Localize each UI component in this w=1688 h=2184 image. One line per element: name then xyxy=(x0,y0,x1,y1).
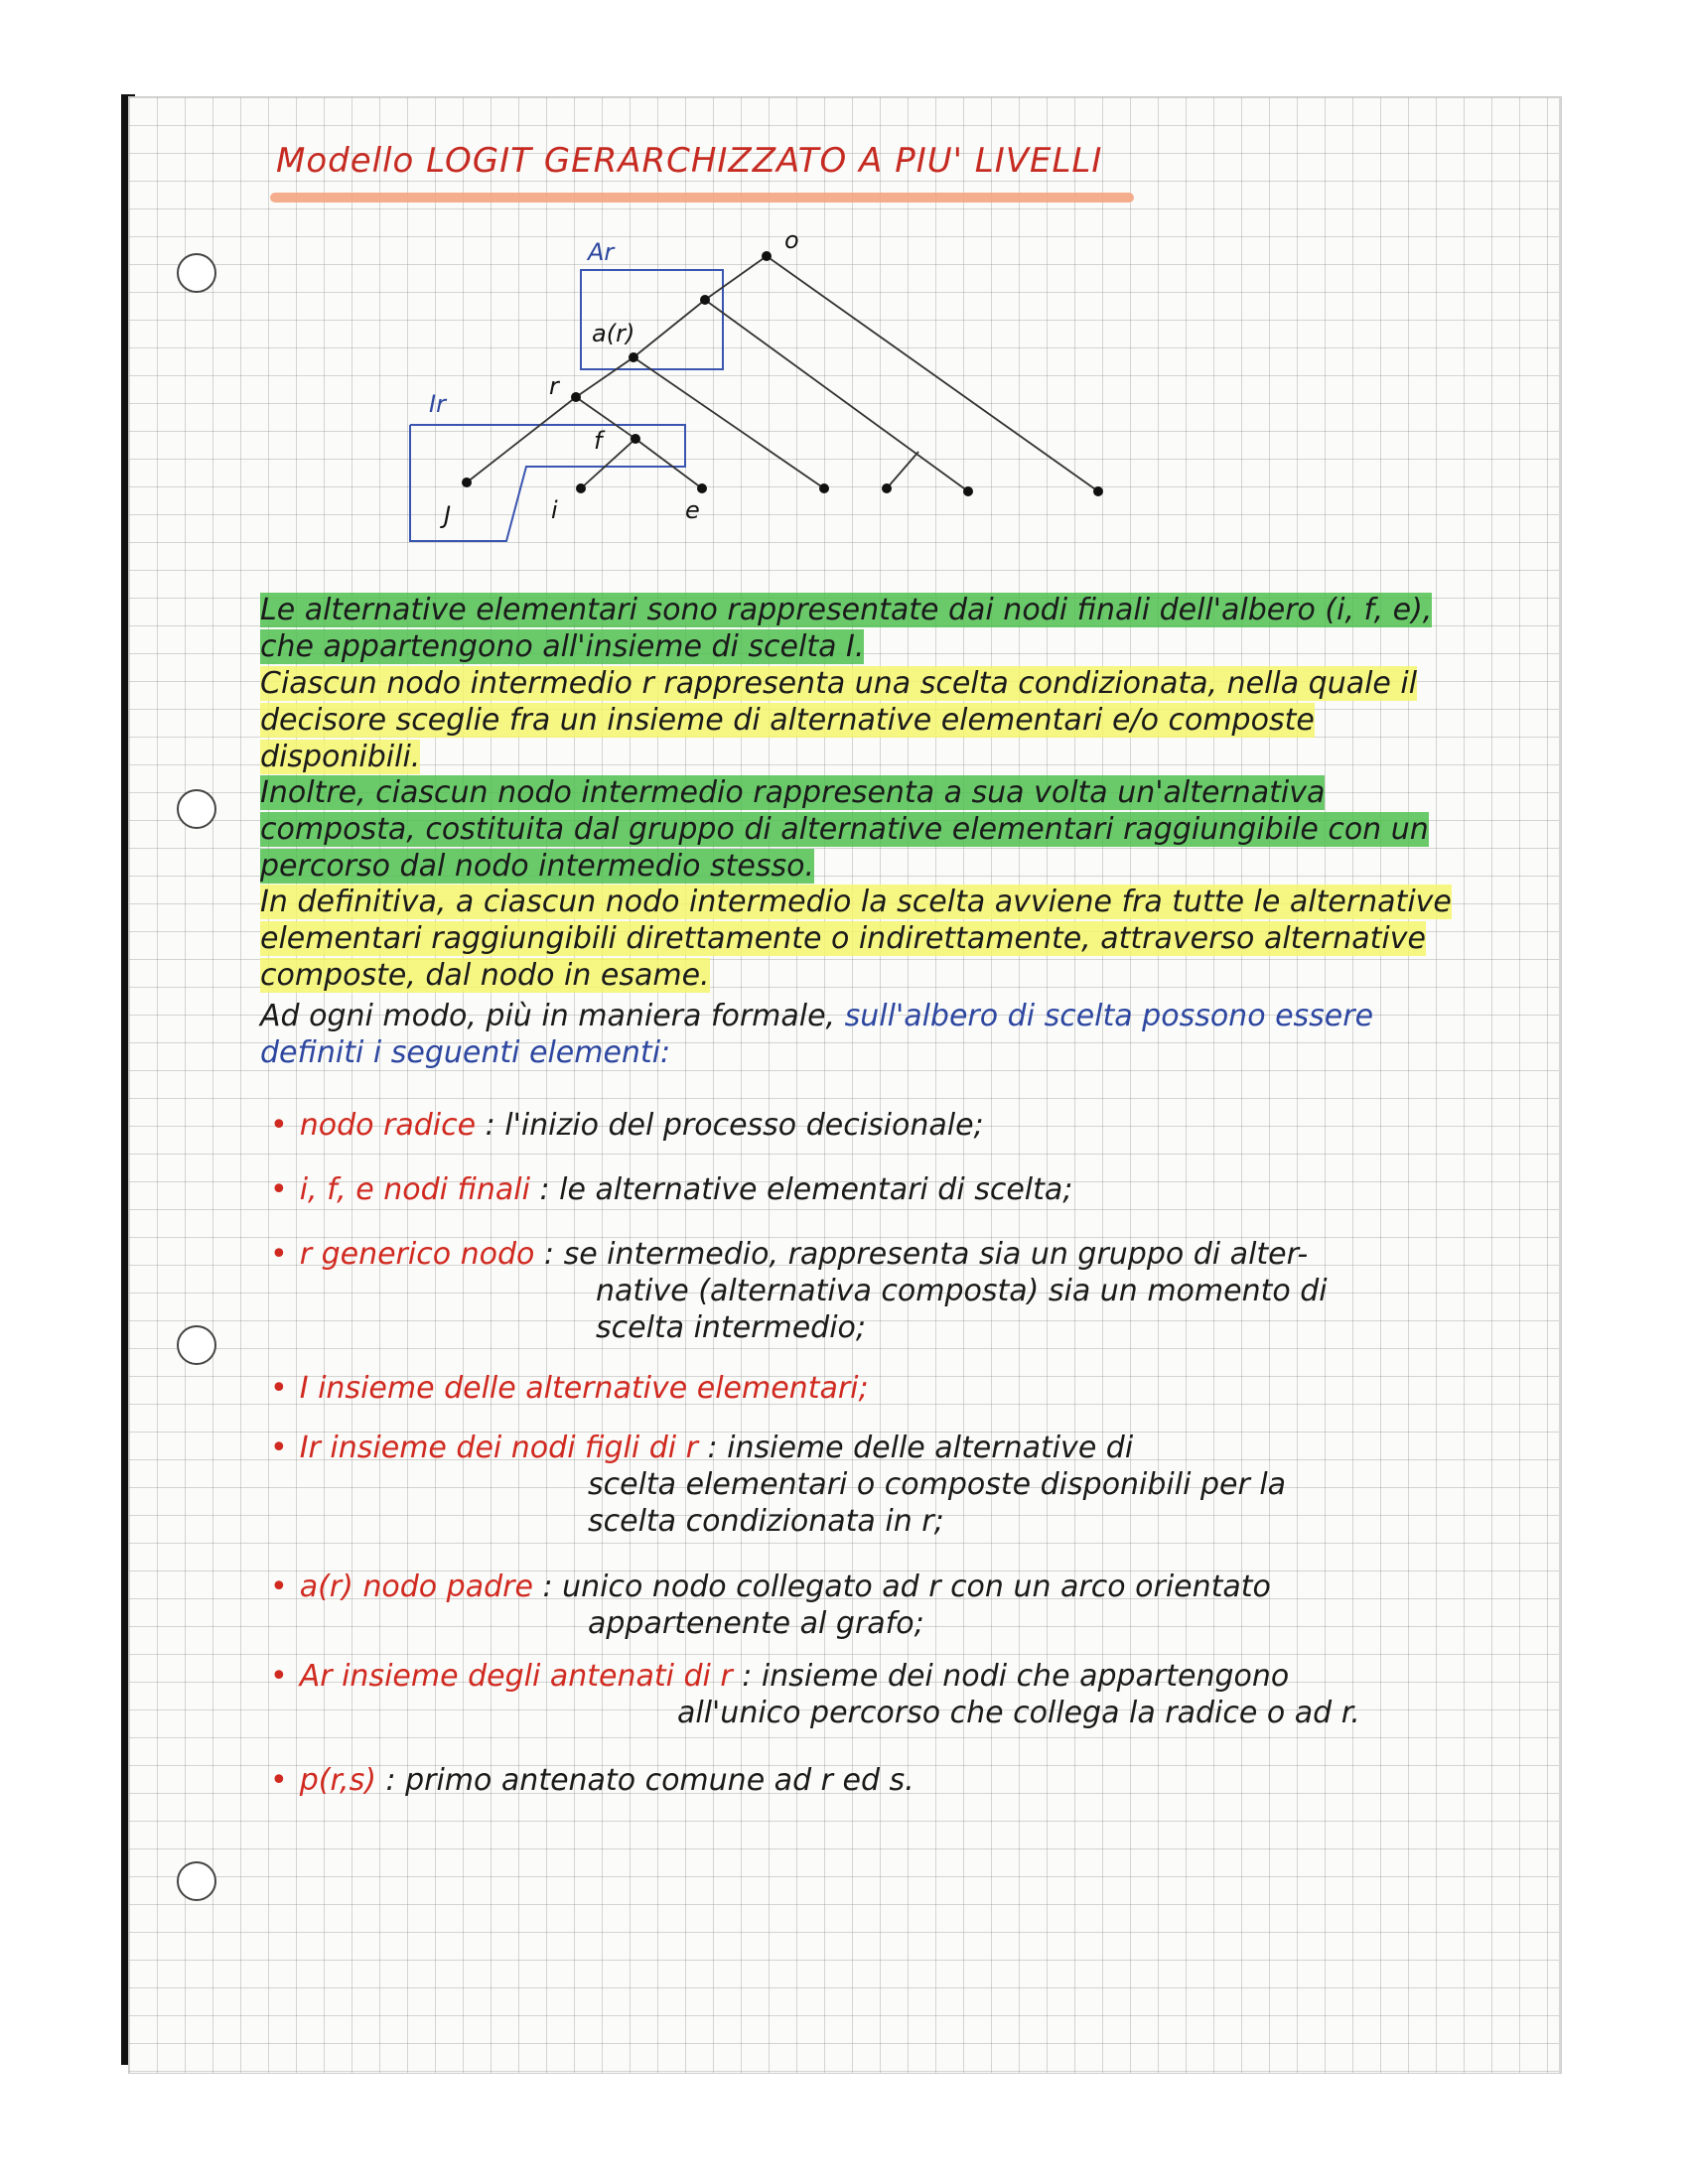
node-label-e: e xyxy=(685,496,700,524)
paragraph-1: Le alternative elementari sono rappresentate dai nodi finali dell'albero (i, f, e), che appartengono all'insieme di scelta I. xyxy=(260,593,1433,664)
list-item: • a(r) nodo padre : unico nodo collegato ad r con un arco orientato appartenente al grafo; xyxy=(270,1570,1271,1641)
paragraph-3: Inoltre, ciascun nodo intermedio rappresenta a sua volta un'alternativa composta, costituita dal gruppo di alternative elementari raggiungibile con un percorso dal nodo intermedio stesso. xyxy=(260,775,1429,884)
list-item: • p(r,s) : primo antenato comune ad r ed s. xyxy=(270,1763,914,1798)
ir-box xyxy=(410,425,685,541)
ar-label: Ar xyxy=(588,238,615,266)
choice-tree-diagram xyxy=(0,0,1688,695)
node-label-j: J xyxy=(444,501,452,529)
node-label-o: o xyxy=(784,226,799,254)
binder-hole xyxy=(177,1325,216,1365)
node-label-r: r xyxy=(549,372,559,400)
node-label-i: i xyxy=(551,496,558,524)
list-item: • i, f, e nodi finali : le alternative elementari di scelta; xyxy=(270,1172,1073,1207)
binder-hole xyxy=(177,789,216,829)
paragraph-2: Ciascun nodo intermedio r rappresenta una scelta condizionata, nella quale il decisore sceglie fra un insieme di alternative elementari e/o composte disponibili. xyxy=(260,666,1418,774)
paragraph-5: Ad ogni modo, più in maniera formale, sull'albero di scelta possono essere definiti i seguenti elementi: xyxy=(260,999,1374,1070)
list-item: • nodo radice : l'inizio del processo decisionale; xyxy=(270,1108,984,1143)
page-title: Modello LOGIT GERARCHIZZATO A PIU' LIVELLI xyxy=(276,141,1103,181)
list-item: • Ar insieme degli antenati di r : insieme dei nodi che appartengono all'unico percorso che collega la radice o ad r. xyxy=(270,1659,1360,1730)
ir-label: Ir xyxy=(429,390,446,418)
node-label-f: f xyxy=(594,427,603,455)
list-item: • I insieme delle alternative elementari; xyxy=(270,1371,869,1406)
list-item: • Ir insieme dei nodi figli di r : insieme delle alternative di scelta elementari o composte disponibili per la scelta condizionata in r; xyxy=(270,1431,1287,1539)
paragraph-4: In definitiva, a ciascun nodo intermedio la scelta avviene fra tutte le alternative elementari raggiungibili direttamente o indirettamente, attraverso alternative composte, dal nodo in esame. xyxy=(260,885,1452,993)
list-item: • r generico nodo : se intermedio, rappresenta sia un gruppo di alter- native (alternativa composta) sia un momento di scelta intermedio; xyxy=(270,1237,1328,1345)
node-label-ar: a(r) xyxy=(592,320,635,347)
binder-hole xyxy=(177,1861,216,1901)
